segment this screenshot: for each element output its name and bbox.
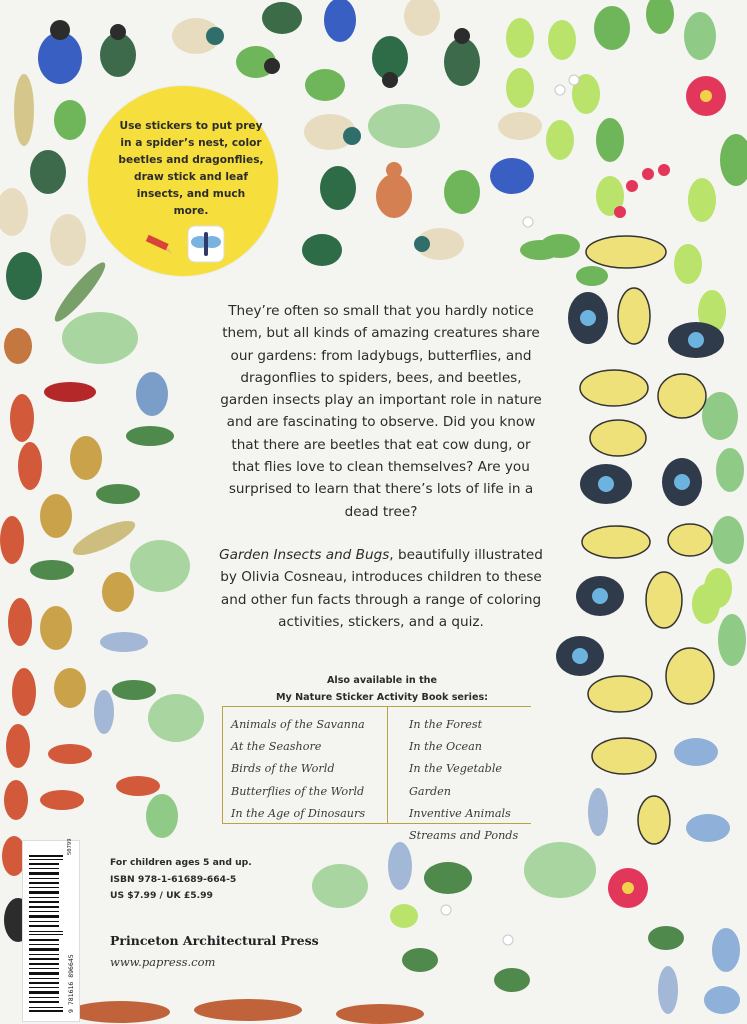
caterpillar-icon: [70, 999, 424, 1024]
series-title: Butterflies of the World: [231, 784, 365, 798]
divider: [223, 706, 531, 707]
barcode-bars: [29, 855, 63, 1013]
back-cover-description: [218, 300, 544, 654]
beetle-icon: [6, 252, 42, 300]
beetle-icon: [320, 166, 356, 210]
publisher-website[interactable]: www.papress.com: [110, 955, 216, 969]
price: US $7.99 / UK £5.99: [110, 890, 213, 901]
promo-badge-text: Use stickers to put prey in a spider’s nest, color beetles and dragonflies, draw stick and leaf insects, and much more.: [118, 120, 264, 217]
leaf-icon: [368, 104, 440, 148]
leaf-icon: [62, 312, 138, 364]
book-title: Garden Insects and Bugs: [219, 546, 390, 563]
pencil-icon: [140, 232, 176, 256]
beetle-icon: [50, 214, 86, 266]
beetle-icon: [324, 0, 356, 42]
beetle-icon: [302, 234, 342, 266]
sticker-icon: [186, 224, 226, 264]
series-heading-line: Also available in the: [327, 675, 437, 686]
beetle-icon: [444, 28, 480, 86]
beetle-icon: [4, 328, 32, 364]
series-title: Animals of the Savanna: [231, 718, 365, 731]
series-column-left: [231, 714, 365, 825]
beetle-icon: [172, 18, 224, 54]
beetle-icon: [376, 162, 412, 218]
beetle-icon: [404, 0, 440, 36]
beetle-icon: [498, 112, 542, 140]
age-range: For children ages 5 and up.: [110, 857, 252, 868]
beetle-icon: [262, 2, 302, 34]
beetle-icon: [236, 46, 280, 78]
beetle-icon: [54, 100, 86, 140]
barcode-price-code: [67, 838, 77, 855]
leaf-icon: [14, 74, 34, 146]
series-heading-line: My Nature Sticker Activity Book series:: [275, 692, 489, 703]
fly-icon: [136, 372, 168, 416]
publisher-name: Princeton Architectural Press: [110, 933, 319, 948]
beetle-icon: [304, 114, 361, 150]
beetle-icon: [305, 69, 345, 101]
beetle-icon: [38, 20, 82, 84]
beetle-icon: [100, 24, 136, 77]
beetle-icon: [372, 36, 408, 88]
price-code-text: 50799: [67, 838, 73, 855]
book-info: [110, 855, 252, 905]
series-title: At the Seashore: [231, 740, 322, 754]
description-paragraph: They’re often so small that you hardly notice them, but all kinds of amazing creatures share our gardens: from ladybugs, butterflies, and dragonflies to spiders, bees, and beetles, garden insects play an important role in nature and are fascinating to observe. Did you know that there are beetles that eat cow dung, or that flies love to clean themselves? Are you surprised to learn that there’s lots of life in a dead tree?: [220, 303, 542, 520]
divider: [387, 706, 388, 824]
series-title: Streams and Ponds: [409, 829, 519, 843]
series-column-right: [409, 714, 531, 847]
description-text: , beautifully illustrated by Olivia Cosneau, introduces children to these and other fun facts through a range of coloring activities, stickers, and a quiz.: [220, 546, 543, 630]
series-title: In the Vegetable Garden: [409, 762, 503, 798]
isbn: ISBN 978-1-61689-664-5: [110, 873, 237, 885]
leaf-icon: [126, 426, 174, 446]
beetle-icon: [490, 158, 534, 194]
beetle-icon: [414, 228, 464, 260]
beetle-icon: [30, 150, 66, 194]
series-title: In the Forest: [409, 718, 483, 731]
isbn-barcode: [22, 840, 80, 1022]
series-heading: [222, 672, 542, 706]
beetle-icon: [444, 170, 480, 214]
bug-icon: [44, 382, 96, 402]
description-paragraph: [218, 544, 544, 633]
series-title: In the Ocean: [409, 740, 482, 754]
series-title: Birds of the World: [231, 762, 335, 776]
beetle-icon: [0, 188, 28, 236]
series-title: Inventive Animals: [409, 806, 511, 820]
barcode-digits: 9 781616 896645: [67, 954, 75, 1013]
series-list: [222, 706, 531, 843]
series-title: In the Age of Dinosaurs: [231, 806, 366, 820]
